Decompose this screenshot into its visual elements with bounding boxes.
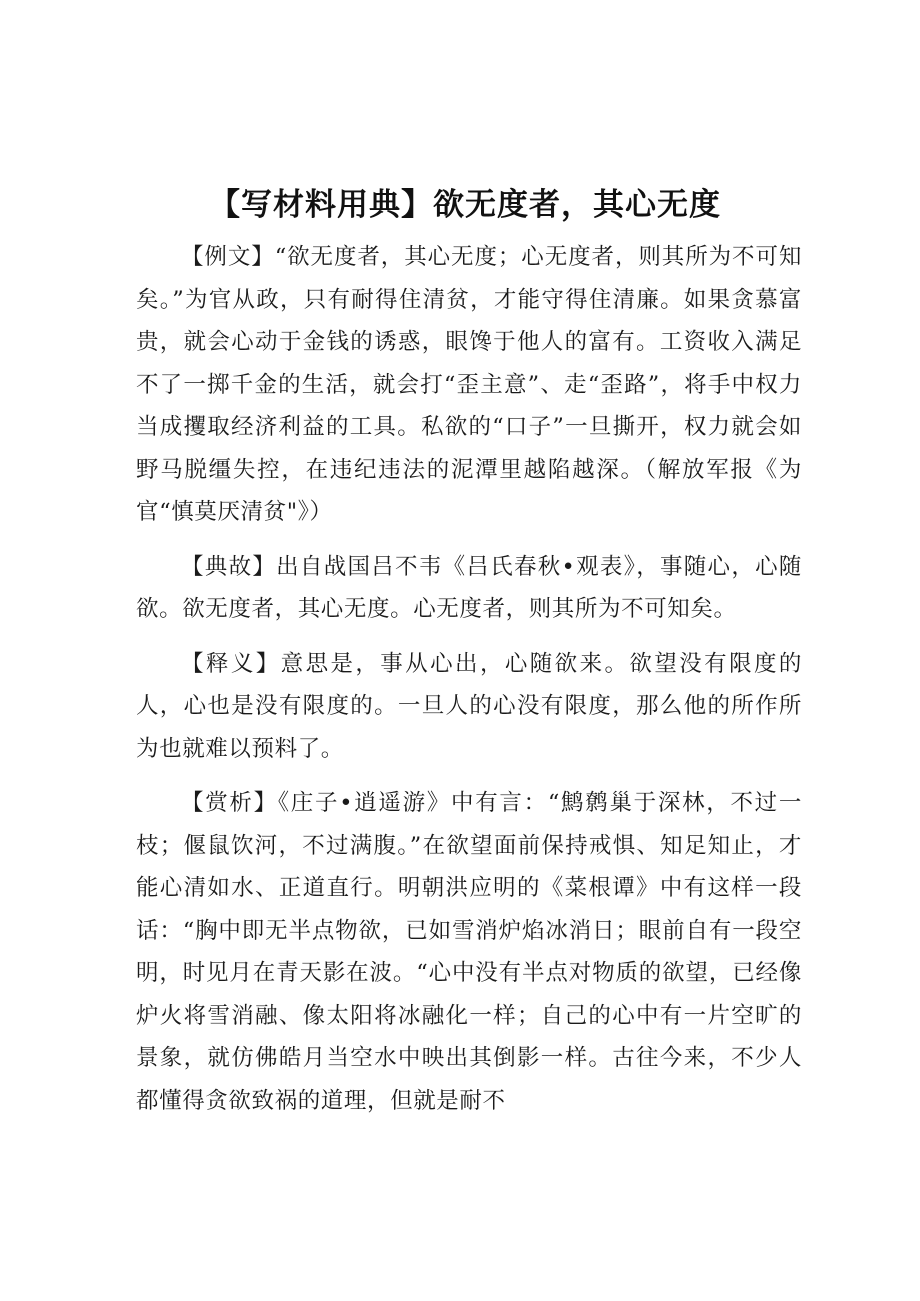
section-label-allusion: 【典故】 [181,553,277,580]
section-text-appreciation: 《庄子•逍遥游》中有言：“鹪鹩巢于深林，不过一枝；偃鼠饮河，不过满腹。”在欲望面前保持戒惧、知足知止，才能心清如水、正道直行。明朝洪应明的《菜根谭》中有这样一段话：“胸中即无半点物欲，已如雪消炉焰冰消日；眼前自有一段空明，时见月在青天影在波。“心中没有半点对物质的欲望，已经像炉火将雪消融、像太阳将冰融化一样；自己的心中有一片空旷的景象，就仿佛皓月当空水中映出其倒影一样。古往今来，不少人都懂得贪欲致祸的道理，但就是耐不 [136,790,802,1114]
section-text-allusion: 出自战国吕不韦《吕氏春秋•观表》，事随心，心随欲。欲无度者，其心无度。心无度者，则其所为不可知矣。 [136,553,802,622]
section-label-appreciation: 【赏析】 [181,790,278,816]
paragraph-interpretation [136,643,802,771]
section-label-interpretation: 【释义】 [181,650,281,677]
section-label-example: 【例文】 [181,244,275,270]
paragraph-appreciation [136,782,802,1122]
paragraph-allusion [136,546,802,631]
section-text-interpretation: 意思是，事从心出，心随欲来。欲望没有限度的人，心也是没有限度的。一旦人的心没有限度，那么他的所作所为也就难以预料了。 [136,650,802,762]
document-page [136,180,802,1134]
section-text-example: “欲无度者，其心无度；心无度者，则其所为不可知矣。”为官从政，只有耐得住清贫，才能守得住清廉。如果贪慕富贵，就会心动于金钱的诱惑，眼馋于他人的富有。工资收入满足不了一掷千金的生活，就会打“歪主意”、走“歪路”，将手中权力当成攫取经济利益的工具。私欲的“口子”一旦撕开，权力就会如野马脱缰失控，在违纪违法的泥潭里越陷越深。（解放军报《为官“慎莫厌清贫"》） [136,244,802,525]
document-title: 【写材料用典】欲无度者，其心无度 [209,187,721,223]
paragraph-example [136,236,802,534]
